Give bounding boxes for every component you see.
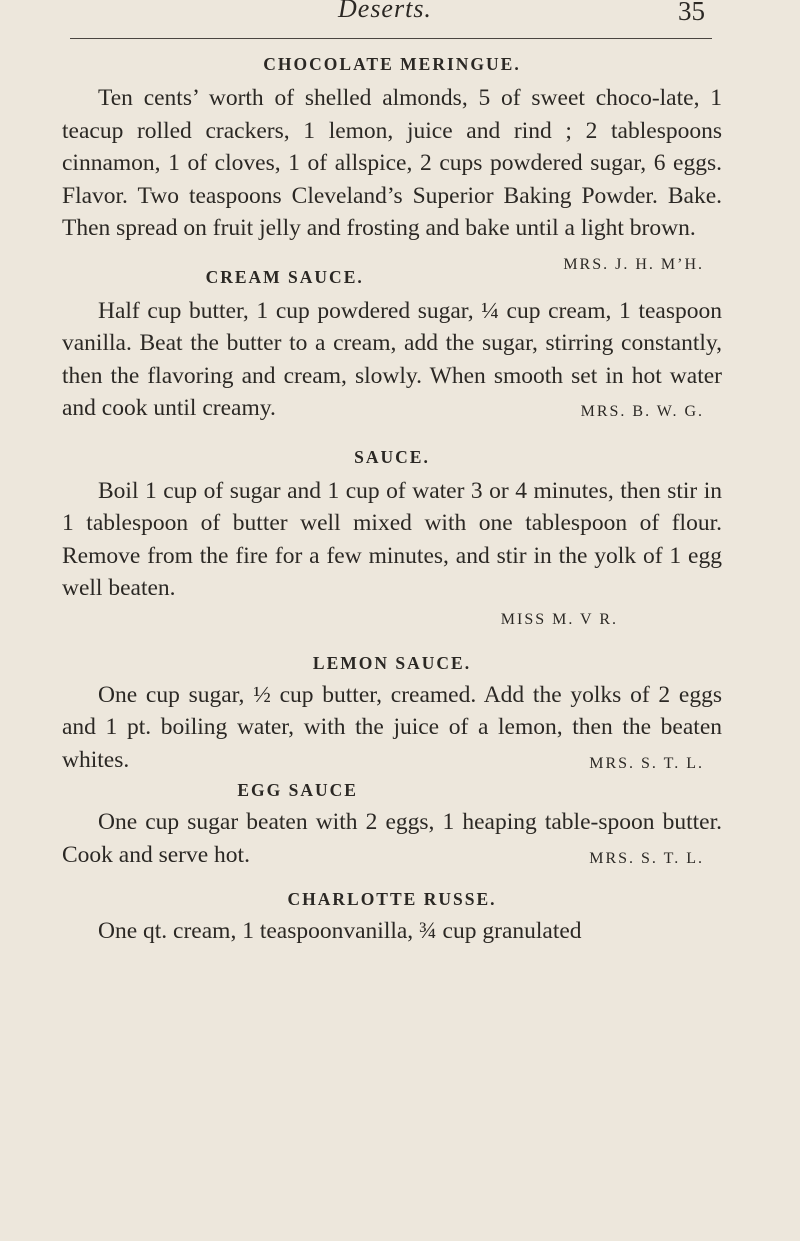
recipe-text-body: Half cup butter, 1 cup powdered sugar, ¼ cup cream, 1 teaspoon vanilla. Beat the butter to a cream, add the sugar, stirring constantly, then the flavoring and cream, slowly. When smooth set in hot water and cook until creamy. xyxy=(62,297,722,421)
recipe-text-body: One cup sugar, ½ cup butter, creamed. Add the yolks of 2 eggs and 1 pt. boiling water, with the juice of a lemon, then the beaten whites. xyxy=(62,681,722,773)
recipe-charlotte-russe xyxy=(62,885,722,948)
recipe-text: One qt. cream, 1 teaspoonvanilla, ¾ cup granulated xyxy=(98,918,582,944)
running-head: Deserts. xyxy=(338,0,432,23)
recipe-text xyxy=(62,806,722,871)
recipe-signature: MRS. S. T. L. xyxy=(589,754,704,772)
recipe-title: EGG SAUCE xyxy=(237,780,358,800)
recipe-title: CREAM SAUCE. xyxy=(205,266,364,287)
recipe-column xyxy=(62,50,722,948)
page-number: 35 xyxy=(678,0,705,26)
recipe-text xyxy=(62,679,722,777)
recipe-text: Boil 1 cup of sugar and 1 cup of water 3 or 4 minutes, then stir in 1 tablespoon of butter well mixed with one tablespoon of flour. Remove from the fire for a few minutes, and stir in the yolk of 1 egg well beaten. xyxy=(62,477,722,601)
recipe-chocolate-meringue xyxy=(62,50,722,273)
header-rule xyxy=(70,38,712,39)
recipe-cream-sauce xyxy=(62,263,722,425)
recipe-text xyxy=(62,295,722,425)
recipe-text xyxy=(62,82,722,273)
recipe-signature: MRS. J. H. M’H. xyxy=(563,255,704,273)
recipe-title: SAUCE. xyxy=(354,446,430,467)
recipe-sauce xyxy=(62,443,722,635)
recipe-title: LEMON SAUCE. xyxy=(312,652,472,673)
recipe-egg-sauce xyxy=(62,776,722,871)
recipe-signature: MRS. B. W. G. xyxy=(580,403,704,420)
recipe-text-body: Ten cents’ worth of shelled almonds, 5 of sweet choco-late, 1 teacup rolled crackers, 1 lemon, juice and rind ; 2 tablespoons cinnamon, 1 of cloves, 1 of allspice, 2 cups powdered sugar, 6 eggs. Flavor. Two teaspoons Cleveland’s Superior Baking Powder. Bake. Then spread on fruit jelly and frosting and bake until a light brown. xyxy=(62,85,722,241)
recipe-signature: MISS M. V R. xyxy=(500,610,618,628)
recipe-title: CHARLOTTE RUSSE. xyxy=(287,889,497,909)
recipe-signature: MRS. S. T. L. xyxy=(589,849,704,867)
recipe-title: CHOCOLATE MERINGUE. xyxy=(263,54,521,74)
recipe-lemon-sauce xyxy=(62,649,722,777)
recipe-text-body: One cup sugar beaten with 2 eggs, 1 heaping table-spoon butter. Cook and serve hot. xyxy=(62,809,722,868)
